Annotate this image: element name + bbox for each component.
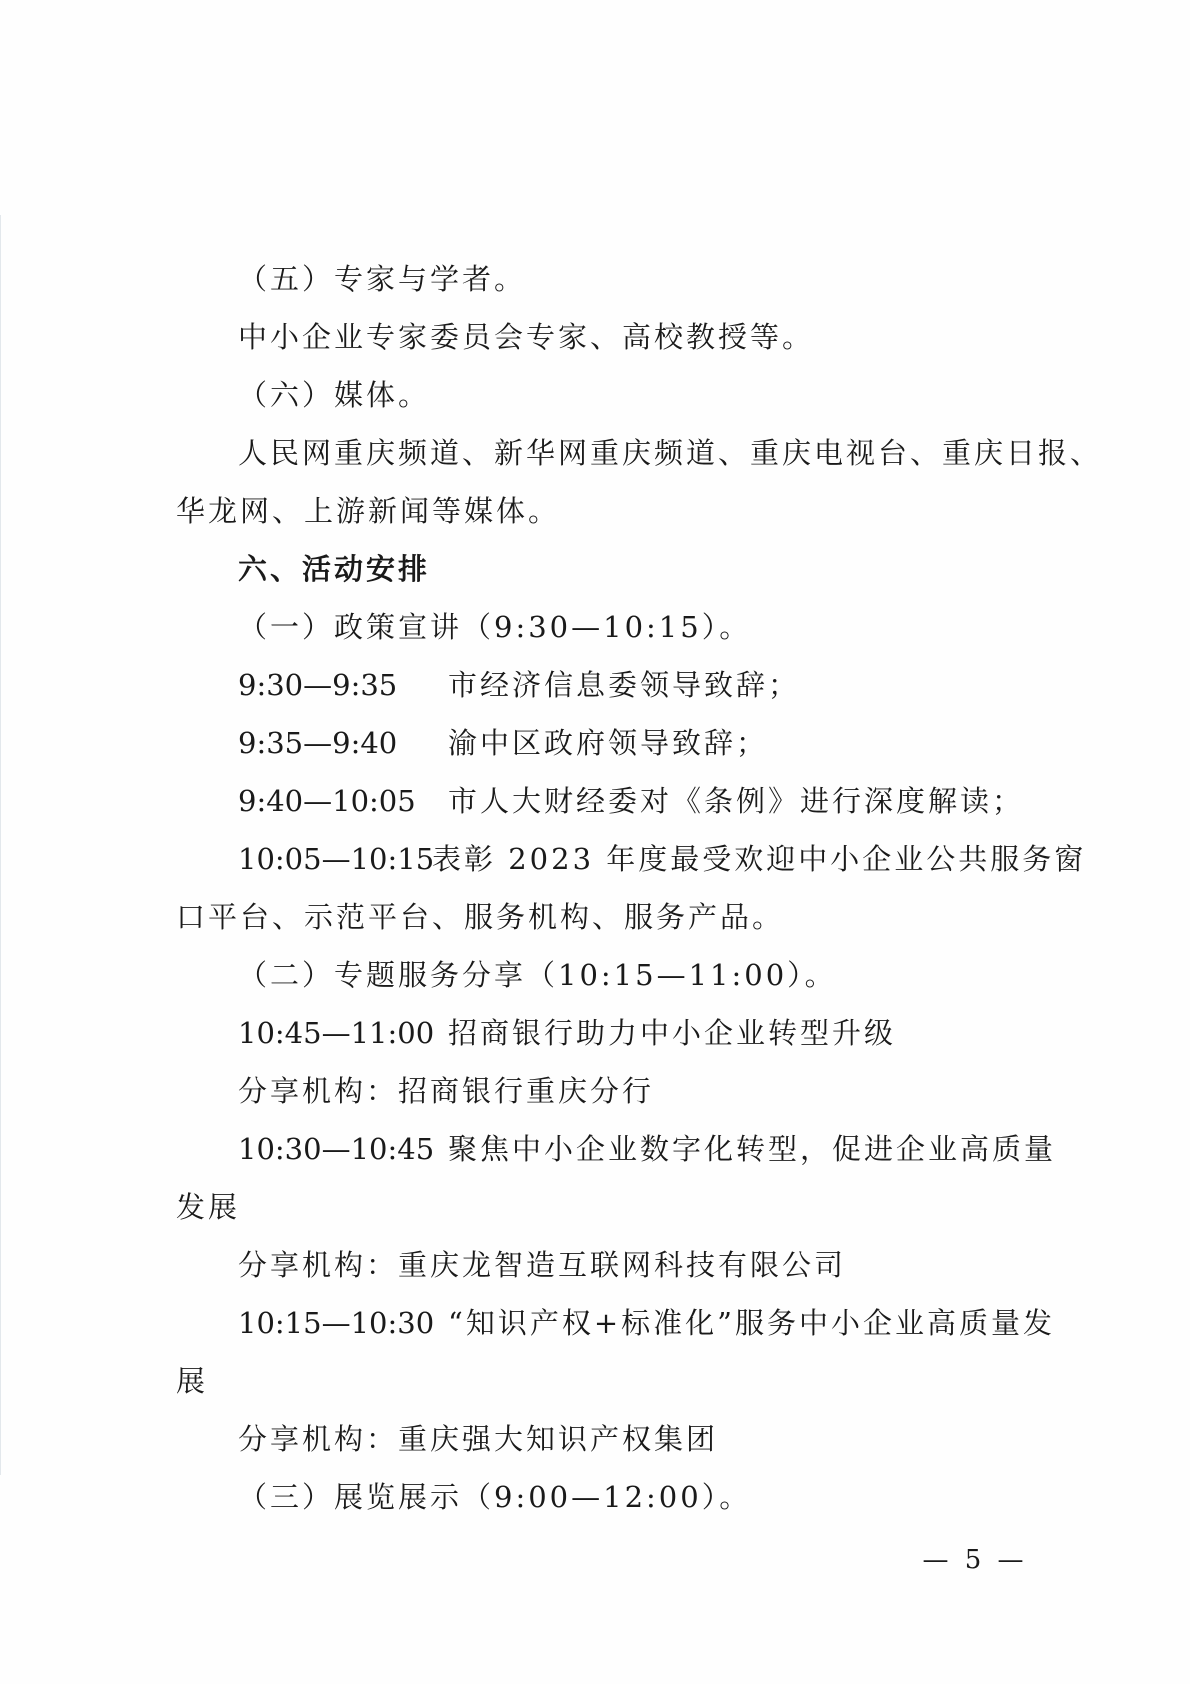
schedule-text: 表彰 2023 年度最受欢迎中小企业公共服务窗 (432, 842, 1087, 876)
schedule-item (176, 714, 1056, 772)
exhibition-heading: （三）展览展示（9:00—12:00）。 (238, 1480, 752, 1514)
sharing-organization: 分享机构：重庆龙智造互联网科技有限公司 (238, 1248, 847, 1282)
sharing-organization: 分享机构：招商银行重庆分行 (238, 1074, 655, 1108)
schedule-item (176, 772, 1056, 830)
thematic-sharing-heading: （二）专题服务分享（10:15—11:00）。 (238, 958, 837, 992)
schedule-text: “知识产权+标准化”服务中小企业高质量发 (448, 1306, 1055, 1340)
schedule-time: 9:30—9:35 (238, 668, 398, 702)
schedule-text: 招商银行助力中小企业转型升级 (448, 1016, 897, 1050)
schedule-item (176, 656, 1056, 714)
schedule-time: 10:45—11:00 (238, 1016, 435, 1050)
schedule-time: 10:30—10:45 (238, 1132, 435, 1166)
schedule-item-continuation: 展 (176, 1364, 209, 1398)
schedule-item-continuation: 发展 (176, 1190, 241, 1224)
activity-arrangement-heading: 六、活动安排 (238, 552, 431, 586)
schedule-text: 市经济信息委领导致辞； (448, 668, 801, 702)
schedule-text: 市人大财经委对《条例》进行深度解读； (448, 784, 1025, 818)
document-body (176, 250, 1103, 1526)
page-number: — 5 — (922, 1545, 1028, 1575)
schedule-item (176, 1294, 1056, 1352)
section-experts-heading: （五）专家与学者。 (238, 262, 527, 296)
scan-edge-mark (0, 215, 1, 1475)
experts-description: 中小企业专家委员会专家、高校教授等。 (238, 320, 815, 354)
section-media-heading: （六）媒体。 (238, 378, 431, 412)
policy-briefing-heading: （一）政策宣讲（9:30—10:15）。 (238, 610, 752, 644)
schedule-time: 9:35—9:40 (238, 726, 398, 760)
schedule-item (176, 1120, 1056, 1178)
media-description-line-2: 华龙网、上游新闻等媒体。 (176, 494, 561, 528)
schedule-text: 渝中区政府领导致辞； (448, 726, 769, 760)
schedule-item (176, 1004, 1056, 1062)
schedule-item-continuation: 口平台、示范平台、服务机构、服务产品。 (176, 900, 785, 934)
schedule-time: 10:15—10:30 (238, 1306, 435, 1340)
media-description-line-1: 人民网重庆频道、新华网重庆频道、重庆电视台、重庆日报、 (238, 436, 1103, 470)
sharing-organization: 分享机构：重庆强大知识产权集团 (238, 1422, 719, 1456)
schedule-time: 9:40—10:05 (238, 784, 416, 818)
schedule-time: 10:05—10:15 (238, 842, 435, 876)
schedule-item (176, 830, 1087, 888)
schedule-text: 聚焦中小企业数字化转型，促进企业高质量 (448, 1132, 1057, 1166)
